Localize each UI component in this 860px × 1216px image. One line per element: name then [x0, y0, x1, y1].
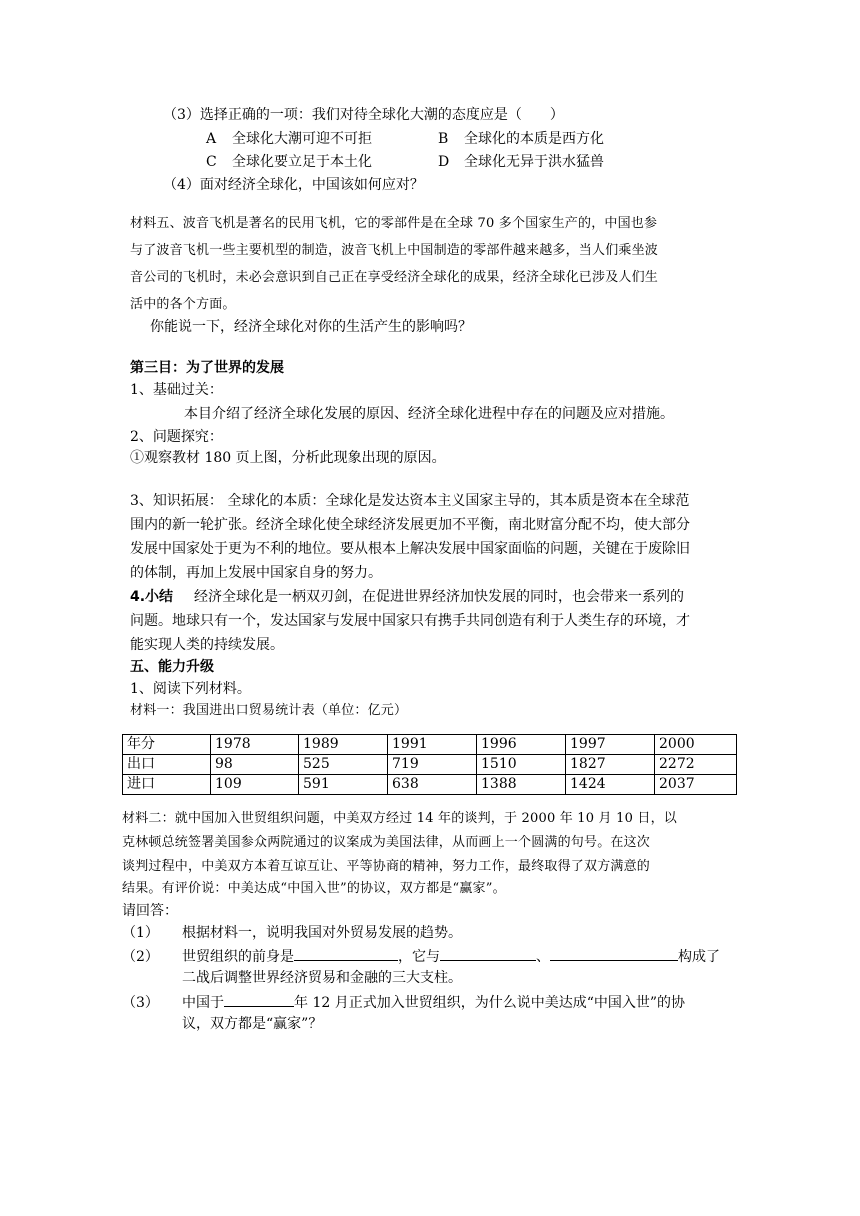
explore-item: ①观察教材 180 页上图，分析此现象出现的原因。	[130, 450, 446, 466]
table-cell: 591	[299, 775, 388, 795]
material1-title: 材料一：我国进出口贸易统计表（单位：亿元）	[130, 703, 408, 718]
option-c-letter: C	[206, 154, 217, 170]
table-cell: 1978	[211, 735, 299, 755]
expand-line-2: 围内的新一轮扩张。经济全球化使全球经济发展更加不平衡，南北财富分配不均，使大部分	[130, 517, 690, 533]
table-cell: 2037	[655, 775, 737, 795]
q3-line-2: 议，双方都是“赢家”？	[182, 1016, 323, 1032]
option-a	[206, 128, 372, 150]
answer-prompt: 请回答：	[122, 903, 178, 919]
material5-line-1: 材料五、波音飞机是著名的民用飞机，它的零部件是在全球 70 多个国家生产的，中国也参	[130, 216, 658, 231]
material2-line-4: 结果。有评价说：中美达成“中国入世”的协议，双方都是“赢家”。	[122, 881, 506, 896]
table-cell: 1996	[477, 735, 566, 755]
option-c-text: 全球化要立足于本土化	[232, 154, 372, 170]
table-cell: 1989	[299, 735, 388, 755]
table-cell: 525	[299, 755, 388, 775]
option-c	[206, 151, 372, 173]
section3-title: 第三目：为了世界的发展	[130, 360, 284, 376]
table-cell: 1510	[477, 755, 566, 775]
summary-line-2: 问题。地球只有一个，发达国家与发展中国家只有携手共同创造有利于人类生存的环境，才	[130, 613, 690, 629]
table-cell: 2272	[655, 755, 737, 775]
section5-title: 五、能力升级	[130, 659, 214, 675]
table-header-row	[123, 735, 737, 755]
option-d	[438, 151, 604, 173]
answer-question-2	[122, 944, 720, 968]
q2-blank-1[interactable]	[294, 944, 398, 961]
table-cell: 2000	[655, 735, 737, 755]
answer-question-1	[122, 922, 462, 944]
material2-line-3: 谈判过程中，中美双方本着互谅互让、平等协商的精神，努力工作，最终取得了双方满意的	[122, 859, 651, 874]
explore-label: 2、问题探究：	[130, 429, 223, 445]
q3-text-b: 年 12 月正式加入世贸组织，为什么说中美达成“中国入世”的协	[294, 995, 686, 1011]
material5-line-3: 音公司的飞机时，未必会意识到自己正在享受经济全球化的成果，经济全球化已涉及人们生	[130, 270, 659, 285]
summary-label: 4.小结	[130, 589, 174, 605]
q1-text: 根据材料一，说明我国对外贸易发展的趋势。	[182, 925, 462, 941]
table-cell: 进口	[123, 775, 211, 795]
table-cell: 1827	[566, 755, 655, 775]
expand-line-3: 发展中国家处于更为不利的地位。要从根本上解决发展中国家面临的问题，关键在于废除旧	[130, 541, 690, 557]
basic-label: 1、基础过关：	[130, 382, 223, 398]
basic-text: 本目介绍了经济全球化发展的原因、经济全球化进程中存在的问题及应对措施。	[184, 406, 674, 422]
q2-text-d: 构成了	[678, 949, 720, 965]
table-cell: 638	[388, 775, 477, 795]
q3-text-a: 中国于	[182, 995, 224, 1011]
table-cell: 年分	[123, 735, 211, 755]
read-instruction: 1、阅读下列材料。	[130, 681, 251, 697]
material5-line-2: 与了波音飞机一些主要机型的制造，波音飞机上中国制造的零部件越来越多，当人们乘坐波	[130, 243, 659, 258]
option-a-text: 全球化大潮可迎不可拒	[232, 131, 372, 147]
question-3-stem: （3）选择正确的一项：我们对待全球化大潮的态度应是（ ）	[163, 107, 564, 123]
option-d-letter: D	[438, 154, 450, 170]
option-b	[438, 128, 604, 150]
table-row	[123, 755, 737, 775]
answer-question-3	[122, 990, 685, 1014]
q2-number: （2）	[122, 949, 159, 965]
q2-text-a: 世贸组织的前身是	[182, 949, 294, 965]
q3-number: （3）	[122, 995, 159, 1011]
material2-line-1: 材料二：就中国加入世贸组织问题，中美双方经过 14 年的谈判，于 2000 年 10 月 10 日，以	[122, 811, 677, 826]
q1-number: （1）	[122, 925, 159, 941]
material5-line-4: 活中的各个方面。	[130, 297, 236, 312]
q2-blank-3[interactable]	[550, 944, 678, 961]
table-cell: 1991	[388, 735, 477, 755]
expand-line-1: 3、知识拓展： 全球化的本质：全球化是发达资本主义国家主导的，其本质是资本在全球范	[130, 493, 690, 509]
q2-text-b: ，它与	[398, 949, 440, 965]
expand-line-4: 的体制，再加上发展中国家自身的努力。	[130, 565, 382, 581]
q3-blank-year[interactable]	[224, 990, 294, 1007]
material2-line-2: 克林顿总统签署美国参众两院通过的议案成为美国法律，从而画上一个圆满的句号。在这次	[122, 835, 651, 850]
trade-table	[122, 734, 737, 795]
option-b-letter: B	[438, 131, 449, 147]
table-cell: 719	[388, 755, 477, 775]
option-b-text: 全球化的本质是西方化	[464, 131, 604, 147]
q2-line-2: 二战后调整世界经济贸易和金融的三大支柱。	[182, 970, 462, 986]
summary-line-3: 能实现人类的持续发展。	[130, 637, 284, 653]
option-d-text: 全球化无异于洪水猛兽	[464, 154, 604, 170]
q2-blank-2[interactable]	[440, 944, 536, 961]
summary-line-1	[130, 586, 684, 608]
table-cell: 1388	[477, 775, 566, 795]
table-cell: 1424	[566, 775, 655, 795]
table-cell: 109	[211, 775, 299, 795]
table-cell: 出口	[123, 755, 211, 775]
table-row	[123, 775, 737, 795]
q2-text-c: 、	[536, 949, 550, 965]
material5-question: 你能说一下，经济全球化对你的生活产生的影响吗？	[150, 319, 472, 335]
summary-text-1: 经济全球化是一柄双刃剑，在促进世界经济加快发展的同时，也会带来一系列的	[194, 589, 684, 605]
question-4: （4）面对经济全球化，中国该如何应对？	[163, 177, 424, 193]
table-cell: 1997	[566, 735, 655, 755]
option-a-letter: A	[206, 131, 217, 147]
table-cell: 98	[211, 755, 299, 775]
